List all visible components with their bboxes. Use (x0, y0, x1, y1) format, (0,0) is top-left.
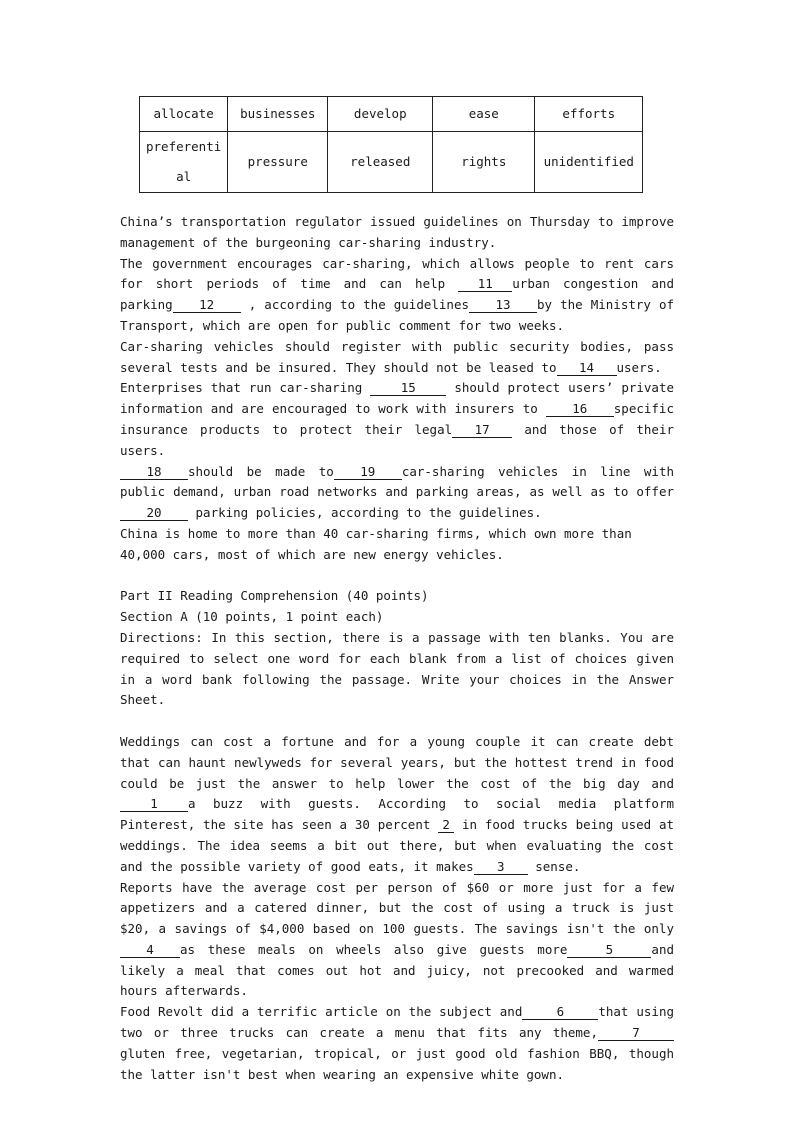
paragraph: Enterprises that run car-sharing 15 should protect users’ private information and are encouraged to work with insurers to 16 specific insurance products to protect their legal 17 and those of their users. (120, 380, 675, 458)
section-title: Section A (10 points, 1 point each) (120, 609, 384, 625)
paragraph: Reports have the average cost per person of $60 or more just for a few appetizers and a catered dinner, but the cost of using a truck is just $20, a savings of $4,000 based on 100 guests. The savings isn't the only4 as these meals on wheels also give guests more 5 and likely a meal that comes out hot and juicy, not precooked and warmed hours afterwards. (120, 879, 674, 999)
word-bank-cell: preferenti al (140, 132, 228, 193)
part-title: Part II Reading Comprehension (40 points) (120, 588, 429, 604)
paragraph: China’s transportation regulator issued guidelines on Thursday to improve management of the burgeoning car-sharing industry. (120, 214, 674, 250)
answer-blank-6[interactable]: 6 (522, 1004, 598, 1020)
word-bank-cell: ease (433, 97, 535, 132)
answer-blank-17[interactable]: 17 (452, 422, 512, 438)
answer-blank-1[interactable]: 1 (120, 796, 188, 812)
word-bank-cell: allocate (140, 97, 228, 132)
paragraph: China is home to more than 40 car-sharing firms, which own more than 40,000 cars, most of which are new energy vehicles. (120, 525, 632, 562)
word-bank-table (139, 96, 643, 193)
answer-blank-12[interactable]: 12 (173, 297, 241, 313)
word-bank-cell: businesses (228, 97, 328, 132)
answer-blank-15[interactable]: 15 (370, 380, 446, 396)
word-bank-cell: released (328, 132, 433, 193)
word-bank-row (140, 132, 643, 193)
word-bank-cell: pressure (228, 132, 328, 193)
paragraph: The government encourages car-sharing, which allows people to rent cars for short periods of time and can help 11 urban congestion and parking 12 , according to the guidelines 13 by the Ministry of Transport, which are open for public comment for two weeks. (120, 255, 675, 333)
passage-car-sharing (120, 212, 674, 1085)
answer-blank-18[interactable]: 18 (120, 464, 188, 480)
word-bank-cell: efforts (535, 97, 643, 132)
directions: Directions: In this section, there is a passage with ten blanks. You are required to select one word for each blank from a list of choices given in a word bank following the passage. Write your choices in the Answer Sheet. (120, 629, 674, 708)
word-bank-row (140, 97, 643, 132)
word-bank-cell: rights (433, 132, 535, 193)
paragraph: Food Revolt did a terrific article on the subject and 6 that using two or three trucks can create a menu that fits any theme, 7gluten free, vegetarian, tropical, or just good old fashion BBQ, though the latter isn't best when wearing an expensive white gown. (120, 1004, 675, 1082)
answer-blank-16[interactable]: 16 (546, 401, 614, 417)
answer-blank-4[interactable]: 4 (120, 942, 180, 958)
answer-blank-13[interactable]: 13 (469, 297, 537, 313)
answer-blank-19[interactable]: 19 (334, 464, 402, 480)
answer-blank-11[interactable]: 11 (458, 276, 512, 292)
answer-blank-3[interactable]: 3 (474, 859, 528, 875)
answer-blank-14[interactable]: 14 (557, 360, 617, 376)
answer-blank-2[interactable]: 2 (438, 817, 454, 833)
paragraph: Car-sharing vehicles should register with public security bodies, pass several tests and be insured. They should not be leased to 14 users. (120, 338, 674, 375)
answer-blank-7[interactable]: 7 (598, 1025, 674, 1041)
answer-blank-20[interactable]: 20 (120, 505, 188, 521)
paragraph: Weddings can cost a fortune and for a young couple it can create debt that can haunt newlyweds for several years, but the hottest trend in food could be just the answer to help lower the cost of the big day and 1 a buzz with guests. According to social media platform Pinterest, the site has seen a 30 percent 2 in food trucks being used at weddings. The idea seems a bit out there, but when evaluating the cost and the possible variety of good eats, it makes 3 sense. (120, 733, 675, 874)
answer-blank-5[interactable]: 5 (567, 942, 651, 958)
paragraph: 18 should be made to 19 car-sharing vehicles in line with public demand, urban road networks and parking areas, as well as to offer20 parking policies, according to the guidelines. (120, 463, 674, 521)
word-bank-cell: unidentified (535, 132, 643, 193)
word-bank-cell: develop (328, 97, 433, 132)
